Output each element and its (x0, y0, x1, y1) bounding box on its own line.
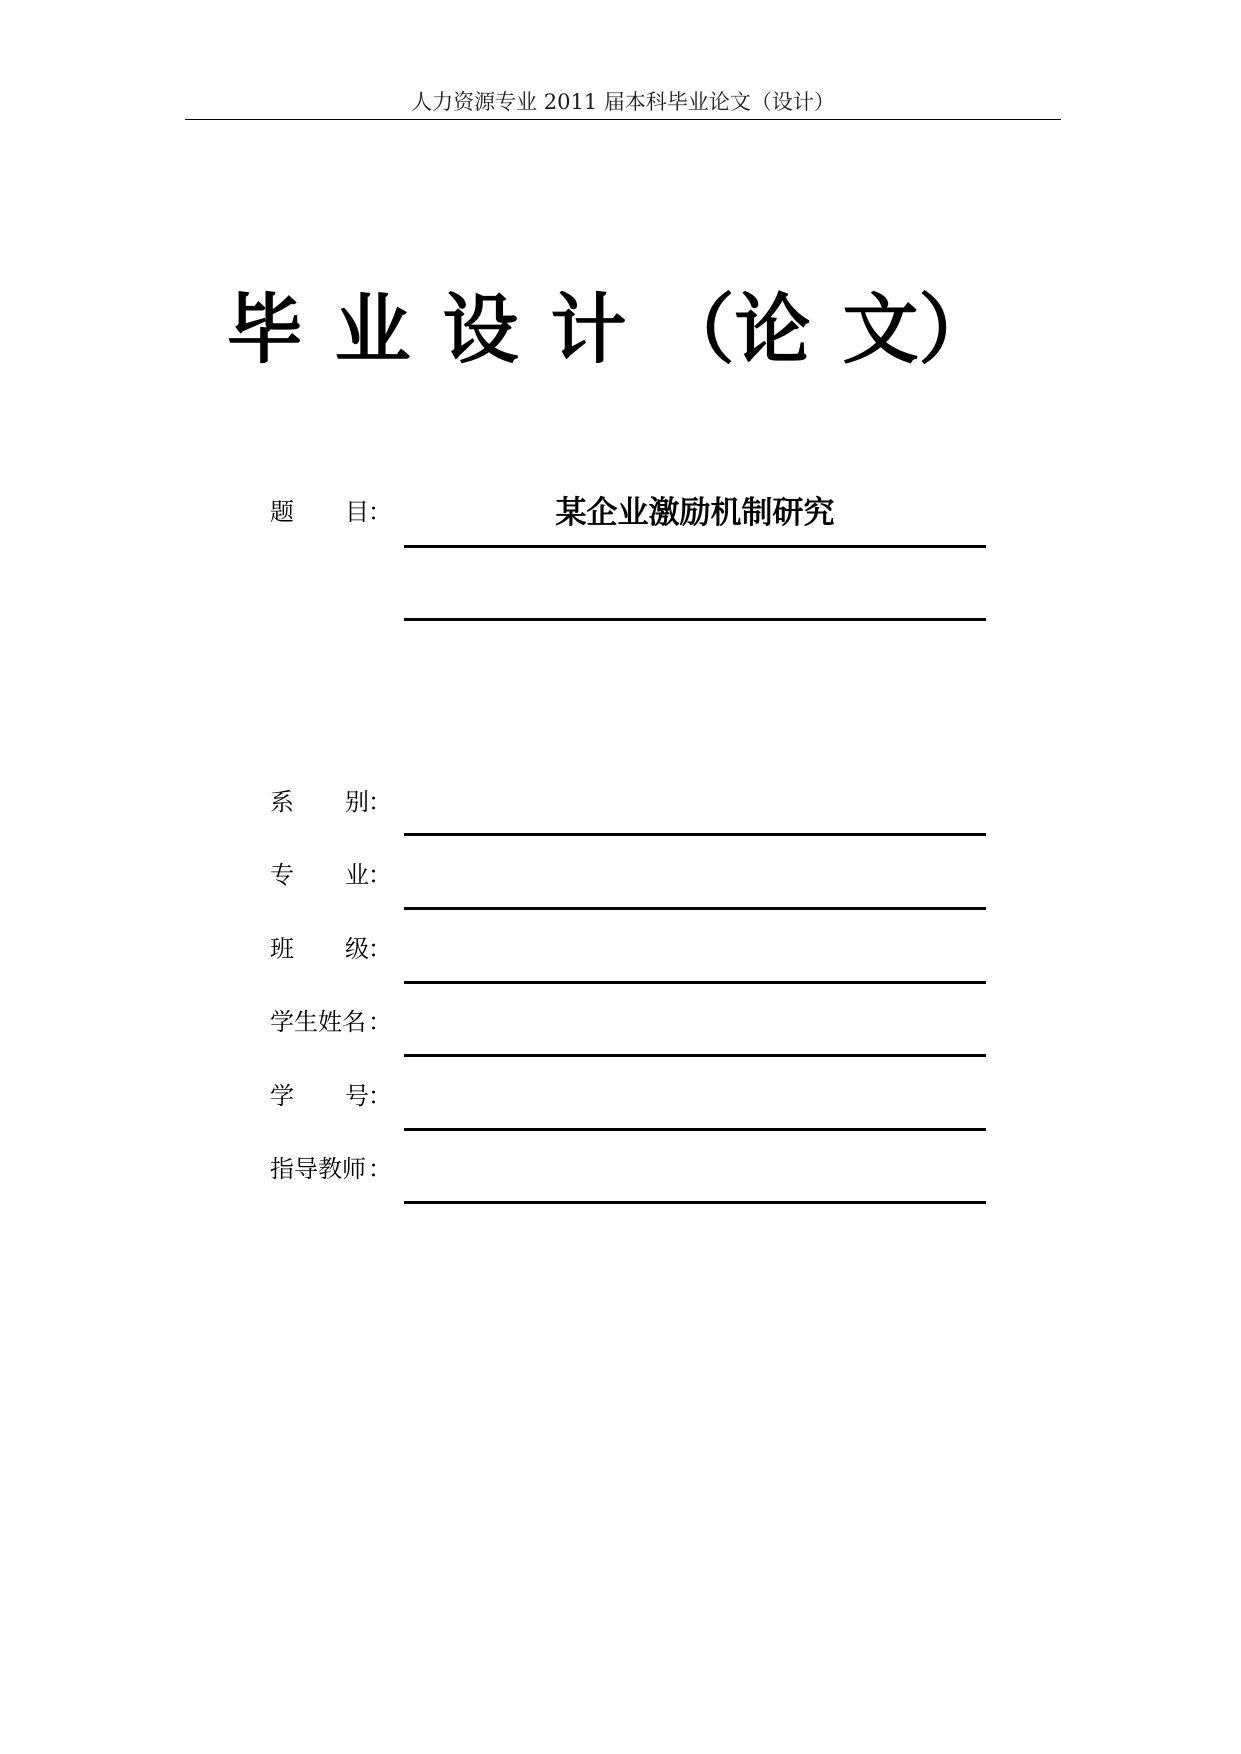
student-name-label (270, 1006, 392, 1038)
student-name-label-colon: ： (368, 1008, 392, 1036)
student-name-label-text: 学生姓名 (270, 1008, 366, 1036)
cover-title-char: 毕 (226, 285, 303, 374)
major-label-colon: ： (368, 861, 392, 889)
department-label-char: 别 (345, 788, 369, 816)
advisor-label-text: 指导教师 (270, 1155, 366, 1183)
class-label-char: 级 (345, 935, 369, 963)
cover-title-char: （论 (658, 285, 811, 374)
major-label-char: 业 (345, 861, 369, 889)
topic-underline-second (404, 618, 986, 621)
cover-title-char: 文） (842, 285, 995, 374)
student-id-underline (404, 1128, 986, 1131)
major-underline (404, 907, 986, 910)
topic-label-colon: ： (368, 498, 392, 526)
advisor-underline (404, 1201, 986, 1204)
major-label (270, 859, 392, 891)
topic-label (270, 496, 392, 528)
header-rule (185, 119, 1061, 120)
student-id-label-char: 学 (270, 1082, 294, 1110)
student-id-label (270, 1080, 392, 1112)
department-label (270, 786, 392, 818)
student-id-label-colon: ： (368, 1082, 392, 1110)
cover-title-char: 业 (334, 285, 411, 374)
cover-title-char: 计 (550, 285, 627, 374)
class-label-colon: ： (368, 935, 392, 963)
cover-title-char: 设 (442, 285, 519, 374)
cover-title (0, 280, 1241, 380)
topic-label-char: 目 (345, 498, 369, 526)
topic-underline (404, 545, 986, 548)
student-id-label-char: 号 (345, 1082, 369, 1110)
department-label-char: 系 (270, 788, 294, 816)
class-underline (404, 981, 986, 984)
major-label-char: 专 (270, 861, 294, 889)
advisor-label (270, 1153, 392, 1185)
running-header: 人力资源专业 2011 届本科毕业论文（设计） (411, 90, 835, 114)
class-label (270, 933, 392, 965)
class-label-char: 班 (270, 935, 294, 963)
topic-label-char: 题 (270, 498, 294, 526)
department-underline (404, 833, 986, 836)
advisor-label-colon: ： (368, 1155, 392, 1183)
student-name-underline (404, 1054, 986, 1057)
thesis-topic: 某企业激励机制研究 (555, 495, 835, 531)
department-label-colon: ： (368, 788, 392, 816)
